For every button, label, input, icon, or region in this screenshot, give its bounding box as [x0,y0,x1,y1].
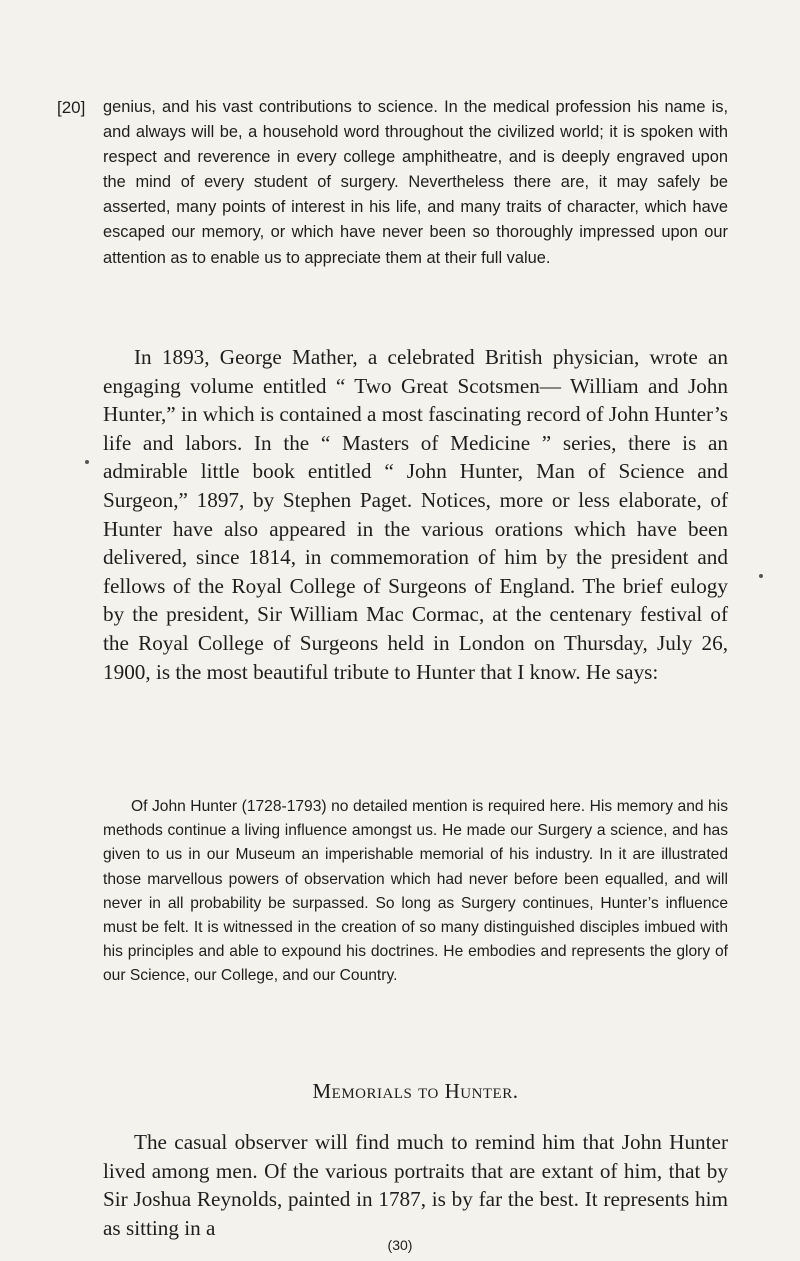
section-heading: Memorials to Hunter. [312,1079,519,1103]
margin-speck [759,574,763,578]
margin-speck [85,460,89,464]
opening-paragraph: genius, and his vast contributions to science. In the medical profession his name is, and always will be, a household word throughout the civilized world; it is spoken with respect and reverence in every college amphitheatre, and is deeply engraved upon the mind of every student of surgery. Nevertheless there are, it may safely be asserted, many points of interest in his life, and many traits of character, which have escaped our memory, or which have never been so thoroughly impressed upon our attention as to enable us to appreciate them at their full value. [103,98,728,267]
block-quote: Of John Hunter (1728-1793) no detailed mention is required here. His memory and his methods continue a living influence amongst us. He made our Surgery a science, and has given to us in our Museum an imperishable memorial of his industry. In it are illustrated those marvellous powers of observation which had never before been equalled, and will never in all probability be surpassed. So long as Surgery continues, Hunter’s influence must be felt. It is witnessed in the creation of so many distinguished disciples imbued with his principles and able to expound his doctrines. He embodies and represents the glory of our Science, our College, and our Country. [103,798,728,985]
section-paragraph: The casual observer will find much to remind him that John Hunter lived among men. Of the various portraits that are extant of him, that by Sir Joshua Reynolds, painted in 1787, is by far the best. It represents him as sitting in a [103,1130,728,1240]
bracket-marker: [20] [57,98,86,117]
page-number: (30) [387,1237,413,1253]
body-paragraph: In 1893, George Mather, a celebrated British physician, wrote an engaging volume entitled “ Two Great Scotsmen— William and John Hunter,” in which is contained a most fascinating record of John Hunter’s life and labors. In the “ Masters of Medicine ” series, there is an admirable little book entitled “ John Hunter, Man of Science and Surgeon,” 1897, by Stephen Paget. Notices, more or less elaborate, of Hunter have also appeared in the various orations which have been delivered, since 1814, in commemoration of him by the president and fellows of the Royal College of Surgeons of England. The brief eulogy by the president, Sir William Mac Cormac, at the centenary festival of the Royal College of Surgeons held in London on Thursday, July 26, 1900, is the most beautiful tribute to Hunter that I know. He says: [103,345,728,684]
